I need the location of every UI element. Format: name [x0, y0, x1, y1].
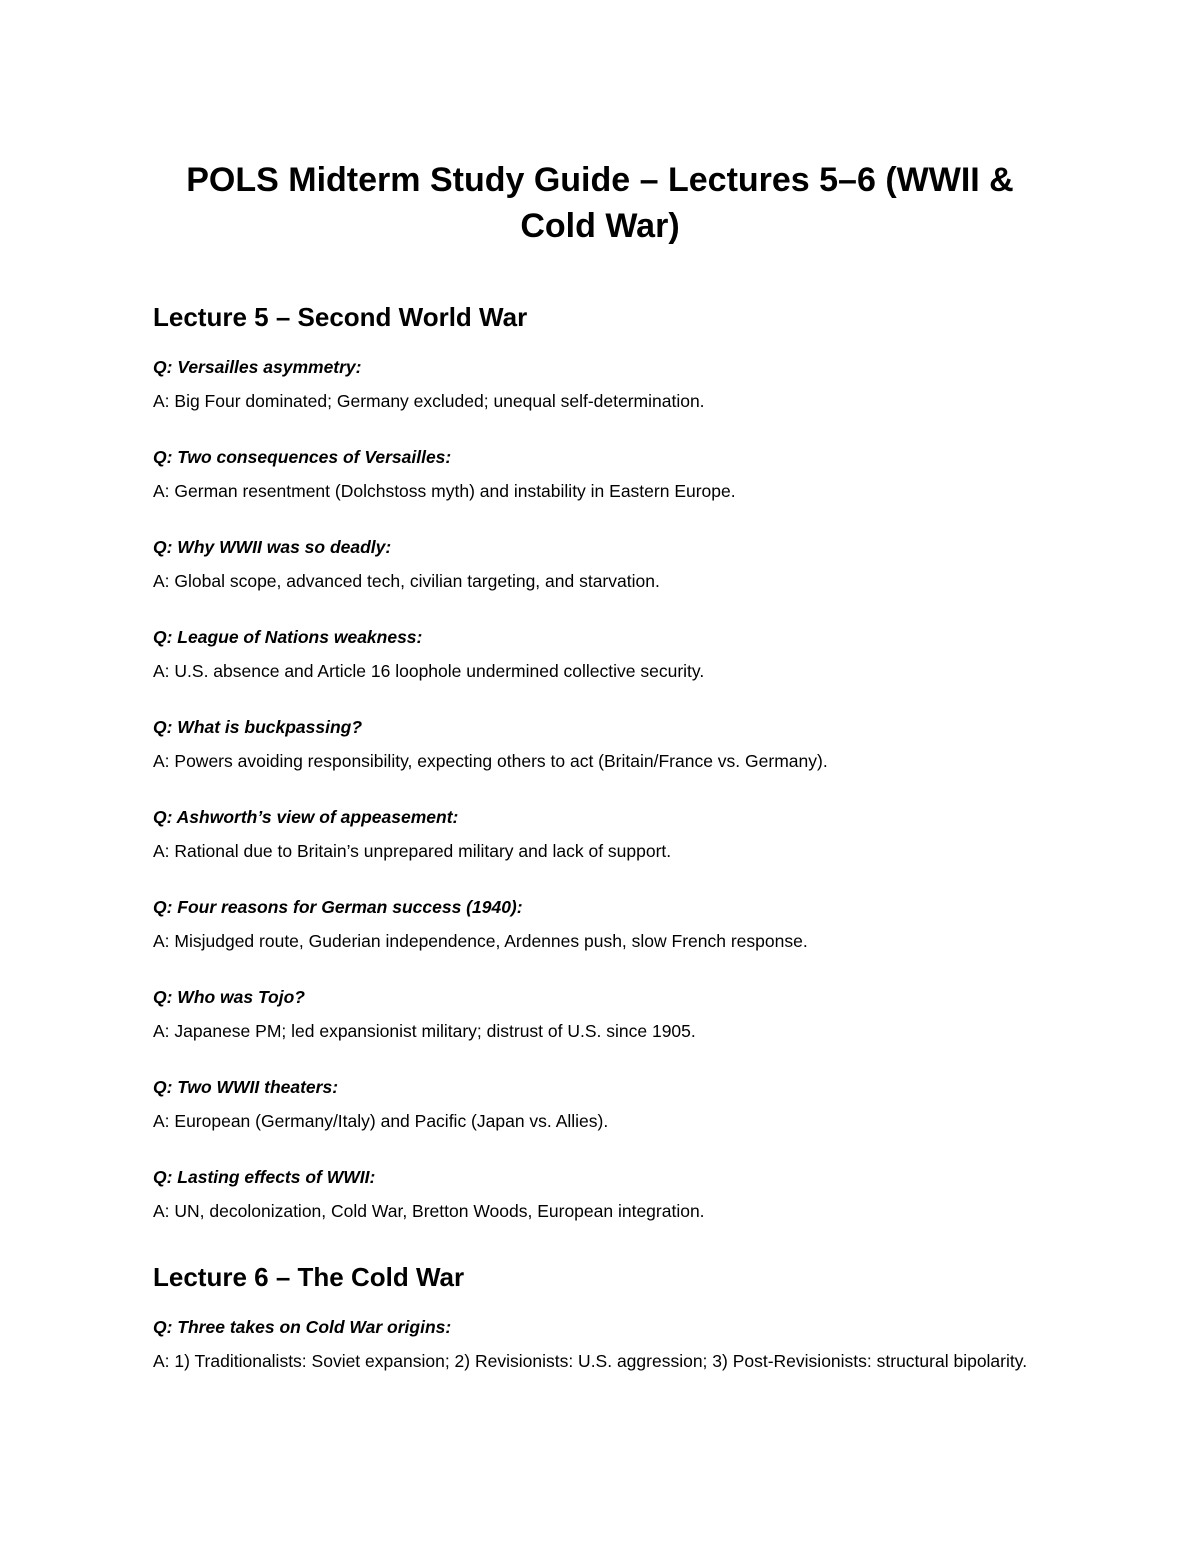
qa-item: [153, 446, 1053, 502]
question-text: Q: Two WWII theaters:: [153, 1077, 339, 1097]
question-text: Q: Why WWII was so deadly:: [153, 537, 392, 557]
question-text: Q: League of Nations weakness:: [153, 627, 423, 647]
qa-item: [153, 356, 1053, 412]
question-text: Q: Who was Tojo?: [153, 987, 305, 1007]
question-text: Q: Ashworth’s view of appeasement:: [153, 807, 459, 827]
qa-item: [153, 1316, 1053, 1372]
document-title: POLS Midterm Study Guide – Lectures 5–6 (WWII & Cold War): [186, 161, 1014, 245]
question-text: Q: Lasting effects of WWII:: [153, 1167, 376, 1187]
qa-item: [153, 896, 1053, 952]
question-text: Q: Three takes on Cold War origins:: [153, 1317, 452, 1337]
qa-item: [153, 626, 1053, 682]
answer-text: A: U.S. absence and Article 16 loophole undermined collective security.: [153, 661, 705, 681]
qa-item: [153, 986, 1053, 1042]
section-heading-lecture-6: Lecture 6 – The Cold War: [153, 1262, 465, 1292]
question-text: Q: Two consequences of Versailles:: [153, 447, 452, 467]
answer-text: A: European (Germany/Italy) and Pacific (Japan vs. Allies).: [153, 1111, 609, 1131]
answer-text: A: Japanese PM; led expansionist military; distrust of U.S. since 1905.: [153, 1021, 696, 1041]
answer-text: A: 1) Traditionalists: Soviet expansion; 2) Revisionists: U.S. aggression; 3) Post-Revisionists: structural bipolarity.: [153, 1351, 1028, 1371]
qa-item: [153, 1166, 1053, 1222]
answer-text: A: Rational due to Britain’s unprepared military and lack of support.: [153, 841, 672, 861]
qa-item: [153, 716, 1053, 772]
answer-text: A: German resentment (Dolchstoss myth) and instability in Eastern Europe.: [153, 481, 736, 501]
question-text: Q: Versailles asymmetry:: [153, 357, 362, 377]
answer-text: A: Big Four dominated; Germany excluded; unequal self-determination.: [153, 391, 705, 411]
answer-text: A: UN, decolonization, Cold War, Bretton Woods, European integration.: [153, 1201, 705, 1221]
question-text: Q: Four reasons for German success (1940):: [153, 897, 523, 917]
answer-text: A: Global scope, advanced tech, civilian targeting, and starvation.: [153, 571, 660, 591]
answer-text: A: Misjudged route, Guderian independence, Ardennes push, slow French response.: [153, 931, 808, 951]
qa-item: [153, 806, 1053, 862]
question-text: Q: What is buckpassing?: [153, 717, 363, 737]
qa-item: [153, 1076, 1053, 1132]
answer-text: A: Powers avoiding responsibility, expecting others to act (Britain/France vs. Germany).: [153, 751, 828, 771]
section-heading-lecture-5: Lecture 5 – Second World War: [153, 302, 528, 332]
qa-item: [153, 536, 1053, 592]
